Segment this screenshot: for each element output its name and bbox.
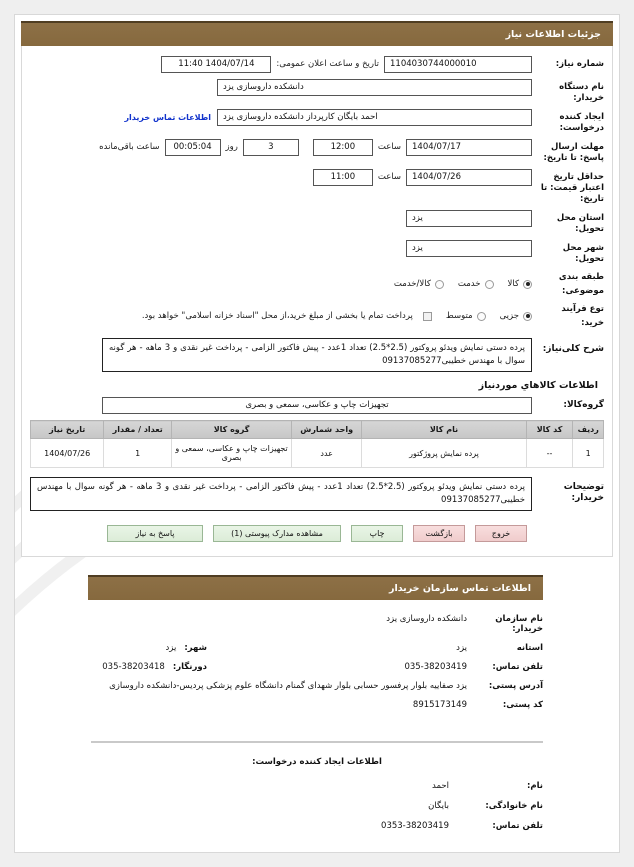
price-validity-label: حداقل تاریخ اعتبار قیمت: تا تاریخ:	[540, 172, 604, 204]
cell-quantity: 1	[104, 439, 172, 468]
cell-unit: عدد	[292, 439, 362, 468]
phone-label: تلفن تماس:	[492, 662, 543, 672]
classification-option-service[interactable]	[458, 279, 494, 289]
row-phone	[91, 662, 543, 672]
need-details-header: جزئیات اطلاعات نیاز	[21, 21, 613, 46]
delivery-city-label: شهر محل تحویل:	[562, 243, 604, 264]
summary-label: شرح کلی‌نیاز:	[542, 344, 604, 354]
th-quantity: تعداد / مقدار	[104, 421, 172, 439]
summary-value: پرده دستی نمایش ویدئو پروکتور (2.5*2.5) تعداد 1عدد - پیش فاکتور الزامی - پرداخت غیر نقدی و 3 ماهه - هر گونه سوال با مهندس خطیبی09137085277	[102, 338, 532, 372]
row-purchase-type	[30, 302, 604, 330]
row-creator-first-name	[91, 781, 543, 791]
row-org-name	[91, 614, 543, 634]
days-label: روز	[225, 142, 238, 152]
th-need-date: تاریخ نیاز	[31, 421, 104, 439]
table-header-row	[31, 421, 604, 439]
row-goods-group	[30, 397, 604, 415]
creator-value: احمد بایگان کارپرداز دانشکده داروسازی یزد	[217, 109, 532, 126]
goods-table	[30, 420, 604, 468]
row-creator-last-name	[91, 801, 543, 811]
classification-label: طبقه بندی موضوعی:	[558, 272, 604, 296]
classification-option-goods-label: کالا	[507, 279, 519, 289]
goods-info-heading: اطلاعات کالاهاي موردنیاز	[478, 380, 598, 391]
purchase-type-option-minor-label: جزیی	[499, 311, 519, 321]
row-price-validity	[30, 169, 604, 205]
classification-option-service-label: خدمت	[457, 279, 481, 289]
creator-contact-heading: اطلاعات ایجاد کننده درخواست:	[252, 757, 382, 767]
creator-last-name-value: بایگان	[428, 801, 449, 811]
buyer-contact-header: اطلاعات تماس سازمان خریدار	[88, 575, 543, 600]
cell-group: تجهیزات چاپ و عکاسی، سمعی و بصری	[172, 439, 292, 468]
creator-phone-label: تلفن تماس:	[492, 821, 543, 831]
days-remaining: 3	[243, 139, 299, 156]
th-group: گروه کالا	[172, 421, 292, 439]
buyer-contact-body	[15, 600, 619, 727]
postal-code-label: کد پستی:	[502, 700, 543, 710]
buyer-notes-value: پرده دستی نمایش ویدئو پروکتور (2.5*2.5) تعداد 1عدد - پیش فاکتور الزامی - پرداخت غیر نقدی و 3 ماهه - هر گونه سوال با مهندس خطیبی09137085277	[30, 477, 532, 511]
radio-unselected-icon	[477, 312, 486, 321]
city-label: شهر:	[184, 643, 207, 653]
cell-row-no: 1	[573, 439, 604, 468]
row-postal-code	[91, 700, 543, 710]
view-attachments-button[interactable]: مشاهده مدارک پیوستی (1)	[213, 525, 341, 542]
goods-group-label: گروه‌کالا:	[563, 400, 604, 410]
purchase-type-option-minor[interactable]	[500, 311, 532, 321]
radio-unselected-icon	[435, 280, 444, 289]
classification-option-goods-service-label: کالا/خدمت	[393, 279, 431, 289]
buyer-notes-label: توضیحات خریدار:	[563, 482, 604, 503]
time-remaining-label: ساعت باقی‌مانده	[99, 142, 160, 152]
respond-button[interactable]: پاسخ به نیاز	[107, 525, 203, 542]
fax-value: 035-38203418	[102, 662, 165, 672]
price-validity-hour-label: ساعت	[377, 172, 401, 182]
creator-first-name-label: نام:	[526, 781, 543, 791]
th-code: کد کالا	[526, 421, 573, 439]
creator-first-name-value: احمد	[432, 781, 449, 791]
fax-label: دورنگار:	[172, 662, 207, 672]
creator-phone-value: 0353-38203419	[381, 821, 449, 831]
cell-name: پرده نمایش پروژکتور	[362, 439, 526, 468]
row-classification	[30, 270, 604, 298]
row-deadline	[30, 139, 604, 164]
action-buttons	[30, 525, 604, 542]
exit-button[interactable]: خروج	[475, 525, 527, 542]
address-label: آدرس پستی:	[488, 681, 543, 691]
purchase-type-label: توع فرآیند خرید:	[561, 304, 604, 328]
row-creator	[30, 109, 604, 134]
th-unit: واحد شمارش	[292, 421, 362, 439]
need-number-value: 1104030744000010	[384, 56, 532, 73]
cell-code: --	[526, 439, 573, 468]
creator-contact-body	[15, 781, 619, 831]
time-remaining: 00:05:04	[165, 139, 221, 156]
delivery-province-label: استان محل تحویل:	[556, 213, 604, 234]
price-validity-date: 1404/07/26	[406, 169, 532, 186]
classification-option-goods-service[interactable]	[394, 279, 444, 289]
row-delivery-city	[30, 240, 604, 265]
org-name-value: دانشکده داروسازی یزد	[386, 614, 467, 624]
deadline-date: 1404/07/17	[406, 139, 532, 156]
city-value: یزد	[165, 643, 177, 653]
buyer-org-value: دانشکده داروسازی یزد	[217, 79, 532, 96]
buyer-org-label: نام دستگاه خریدار:	[559, 82, 604, 103]
row-delivery-province	[30, 210, 604, 235]
need-number-label: شماره نیاز:	[555, 59, 604, 69]
address-value: یزد صفاییه بلوار پرفسور حسابی بلوار شهدای گمنام دانشگاه علوم پزشکی پردیس-دانشکده داروسازی	[109, 681, 467, 691]
deadline-hour: 12:00	[313, 139, 373, 156]
need-details-body	[21, 46, 613, 557]
delivery-province-value: یزد	[406, 210, 532, 227]
treasury-bond-checkbox[interactable]	[419, 312, 432, 321]
row-address	[91, 681, 543, 691]
province-label: استانه	[516, 643, 543, 653]
org-name-label: نام سازمان خریدار:	[495, 614, 543, 634]
radio-unselected-icon	[485, 280, 494, 289]
phone-value: 035-38203419	[404, 662, 467, 672]
page-card	[14, 14, 620, 853]
row-buyer-notes	[30, 477, 604, 511]
price-validity-hour: 11:00	[313, 169, 373, 186]
announce-datetime-value: 1404/07/14 11:40	[161, 56, 271, 73]
cell-need-date: 1404/07/26	[31, 439, 104, 468]
goods-group-value: تجهیزات چاپ و عکاسی، سمعی و بصری	[102, 397, 532, 414]
creator-last-name-label: نام خانوادگی:	[485, 801, 543, 811]
row-buyer-org	[30, 79, 604, 104]
deadline-label: مهلت ارسال پاسخ: تا تاریخ:	[543, 142, 604, 163]
th-name: نام کالا	[362, 421, 526, 439]
checkbox-icon	[423, 312, 432, 321]
province-value: یزد	[456, 643, 467, 653]
radio-selected-icon	[523, 312, 532, 321]
back-button[interactable]: بازگشت	[413, 525, 465, 542]
purchase-type-option-medium[interactable]	[446, 311, 486, 321]
th-row-no: ردیف	[573, 421, 604, 439]
announce-datetime-label: تاریخ و ساعت اعلان عمومی:	[276, 59, 379, 69]
row-creator-phone	[91, 821, 543, 831]
classification-option-goods[interactable]	[508, 279, 532, 289]
print-button[interactable]: چاپ	[351, 525, 403, 542]
section-divider	[91, 741, 543, 743]
row-summary	[30, 338, 604, 372]
treasury-bond-note: پرداخت تمام یا بخشی از مبلغ خرید،از محل "اسناد خزانه اسلامی" خواهد بود.	[141, 311, 413, 321]
table-row	[31, 439, 604, 468]
postal-code-value: 8915173149	[412, 700, 467, 710]
delivery-city-value: یزد	[406, 240, 532, 257]
buyer-contact-link[interactable]: اطلاعات تماس خریدار	[124, 113, 211, 122]
purchase-type-option-medium-label: متوسط	[445, 311, 473, 321]
row-need-number	[30, 56, 604, 74]
radio-selected-icon	[523, 280, 532, 289]
creator-label: ایجاد کننده درخواست:	[559, 112, 604, 133]
row-province	[91, 643, 543, 653]
deadline-hour-label: ساعت	[377, 142, 401, 152]
